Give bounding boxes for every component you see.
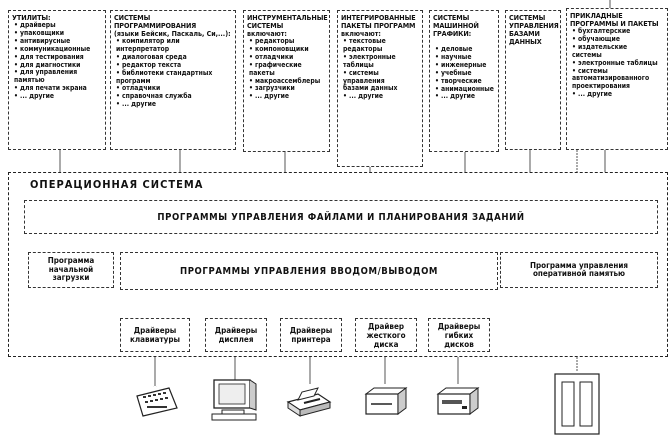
list-item: • научные <box>435 54 495 62</box>
integrated-packages-subtitle: включают: <box>341 30 381 38</box>
list-item: • для тестирования <box>14 54 102 62</box>
dbms-box <box>505 10 561 150</box>
programming-systems-subtitle: (языки Бейсик, Паскаль, Си,...): <box>114 30 231 38</box>
graphics-systems-list <box>433 46 495 101</box>
list-item: • ... другие <box>116 101 232 109</box>
list-item: • ... другие <box>572 91 664 99</box>
programming-systems-list <box>114 38 232 109</box>
utilities-box <box>8 10 106 150</box>
graphics-systems-title: СИСТЕМЫ МАШИННОЙ ГРАФИКИ: <box>433 13 479 38</box>
memory-module-icon <box>553 372 601 436</box>
memory-management-box <box>500 252 658 288</box>
list-item: • макроассемблеры <box>249 78 326 86</box>
list-item: • издательские системы <box>572 44 642 60</box>
list-item: • ... другие <box>249 93 326 101</box>
list-item: • творческие <box>435 78 495 86</box>
list-item: • компилятор или интерпретатор <box>116 38 216 54</box>
list-item: • бухгалтерские <box>572 28 664 36</box>
list-item: • системы автоматизированного проектирования <box>572 68 664 92</box>
list-item: • ... другие <box>14 93 102 101</box>
list-item: • библиотеки стандартных программ <box>116 70 226 86</box>
graphics-systems-box <box>429 10 499 152</box>
tool-systems-title: ИНСТРУМЕНТАЛЬНЫЕ СИСТЕМЫ <box>247 13 328 30</box>
applications-box <box>566 8 668 150</box>
io-management-box <box>120 252 498 290</box>
list-item: • ... другие <box>435 93 495 101</box>
list-item: • текстовые редакторы <box>343 38 405 54</box>
integrated-packages-list <box>341 38 419 101</box>
list-item: • редакторы <box>249 38 326 46</box>
list-item: • деловые <box>435 46 495 54</box>
printer-driver-box <box>280 318 342 352</box>
list-item: • отладчики <box>116 85 232 93</box>
programming-systems-title: СИСТЕМЫ ПРОГРАММИРОВАНИЯ <box>114 13 197 30</box>
floppy-driver-label: Драйверы гибких дисков <box>437 321 481 349</box>
printer-driver-label: Драйверы принтера <box>289 326 333 344</box>
programming-systems-box <box>110 10 236 150</box>
list-item: • компоновщики <box>249 46 326 54</box>
floppy-drive-icon <box>434 384 482 418</box>
list-item: • для печати экрана <box>14 85 102 93</box>
utilities-title: УТИЛИТЫ: <box>12 13 51 22</box>
applications-list <box>570 28 664 99</box>
os-title: ОПЕРАЦИОННАЯ СИСТЕМА <box>30 178 204 191</box>
hard-disk-driver-box <box>355 318 417 352</box>
list-item: • редактор текста <box>116 62 232 70</box>
monitor-icon <box>208 378 260 422</box>
list-item: • системы управления базами данных <box>343 70 409 94</box>
hard-disk-icon <box>362 384 410 418</box>
list-item: • справочная служба <box>116 93 232 101</box>
list-item: • загрузчики <box>249 85 326 93</box>
list-item: • упаковщики <box>14 30 102 38</box>
tool-systems-list <box>247 38 326 101</box>
memory-management-label: Программа управления оперативной памятью <box>529 260 629 278</box>
list-item: • электронные таблицы <box>572 60 664 68</box>
applications-title: ПРИКЛАДНЫЕ ПРОГРАММЫ И ПАКЕТЫ <box>570 11 659 28</box>
list-item: • инженерные <box>435 62 495 70</box>
boot-loader-box <box>28 252 114 288</box>
display-driver-label: Драйверы дисплея <box>214 326 258 344</box>
integrated-packages-box <box>337 10 423 167</box>
list-item: • обучающие <box>572 36 664 44</box>
io-management-label: ПРОГРАММЫ УПРАВЛЕНИЯ ВВОДОМ/ВЫВОДОМ <box>179 265 439 277</box>
printer-icon <box>284 384 334 420</box>
list-item: • для диагностики <box>14 62 102 70</box>
list-item: • для управления памятью <box>14 69 84 85</box>
list-item: • диалоговая среда <box>116 54 232 62</box>
display-driver-box <box>205 318 267 352</box>
utilities-list <box>12 22 102 101</box>
list-item: • графические пакеты <box>249 62 309 78</box>
keyboard-icon <box>133 386 179 418</box>
list-item: • отладчики <box>249 54 326 62</box>
file-management-label: ПРОГРАММЫ УПРАВЛЕНИЯ ФАЙЛАМИ И ПЛАНИРОВАНИЯ ЗАДАНИЙ <box>157 211 525 223</box>
tool-systems-box <box>243 10 330 152</box>
list-item: • коммуникационные <box>14 46 102 54</box>
floppy-driver-box <box>428 318 490 352</box>
list-item: • антивирусные <box>14 38 102 46</box>
boot-loader-label: Программа начальной загрузки <box>47 256 95 283</box>
list-item: • драйверы <box>14 22 102 30</box>
list-item: • учебные <box>435 70 495 78</box>
dbms-title: СИСТЕМЫ УПРАВЛЕНИЯ БАЗАМИ ДАННЫХ <box>509 13 559 46</box>
tool-systems-subtitle: включают: <box>247 30 287 38</box>
keyboard-driver-label: Драйверы клавиатуры <box>130 326 180 344</box>
list-item: • анимационные <box>435 86 495 94</box>
list-item: • ... другие <box>343 93 419 101</box>
file-management-box <box>24 200 658 234</box>
integrated-packages-title: ИНТЕГРИРОВАННЫЕ ПАКЕТЫ ПРОГРАММ <box>341 13 416 30</box>
keyboard-driver-box <box>120 318 190 352</box>
hard-disk-driver-label: Драйвер жесткого диска <box>366 321 406 349</box>
list-item: • электронные таблицы <box>343 54 405 70</box>
